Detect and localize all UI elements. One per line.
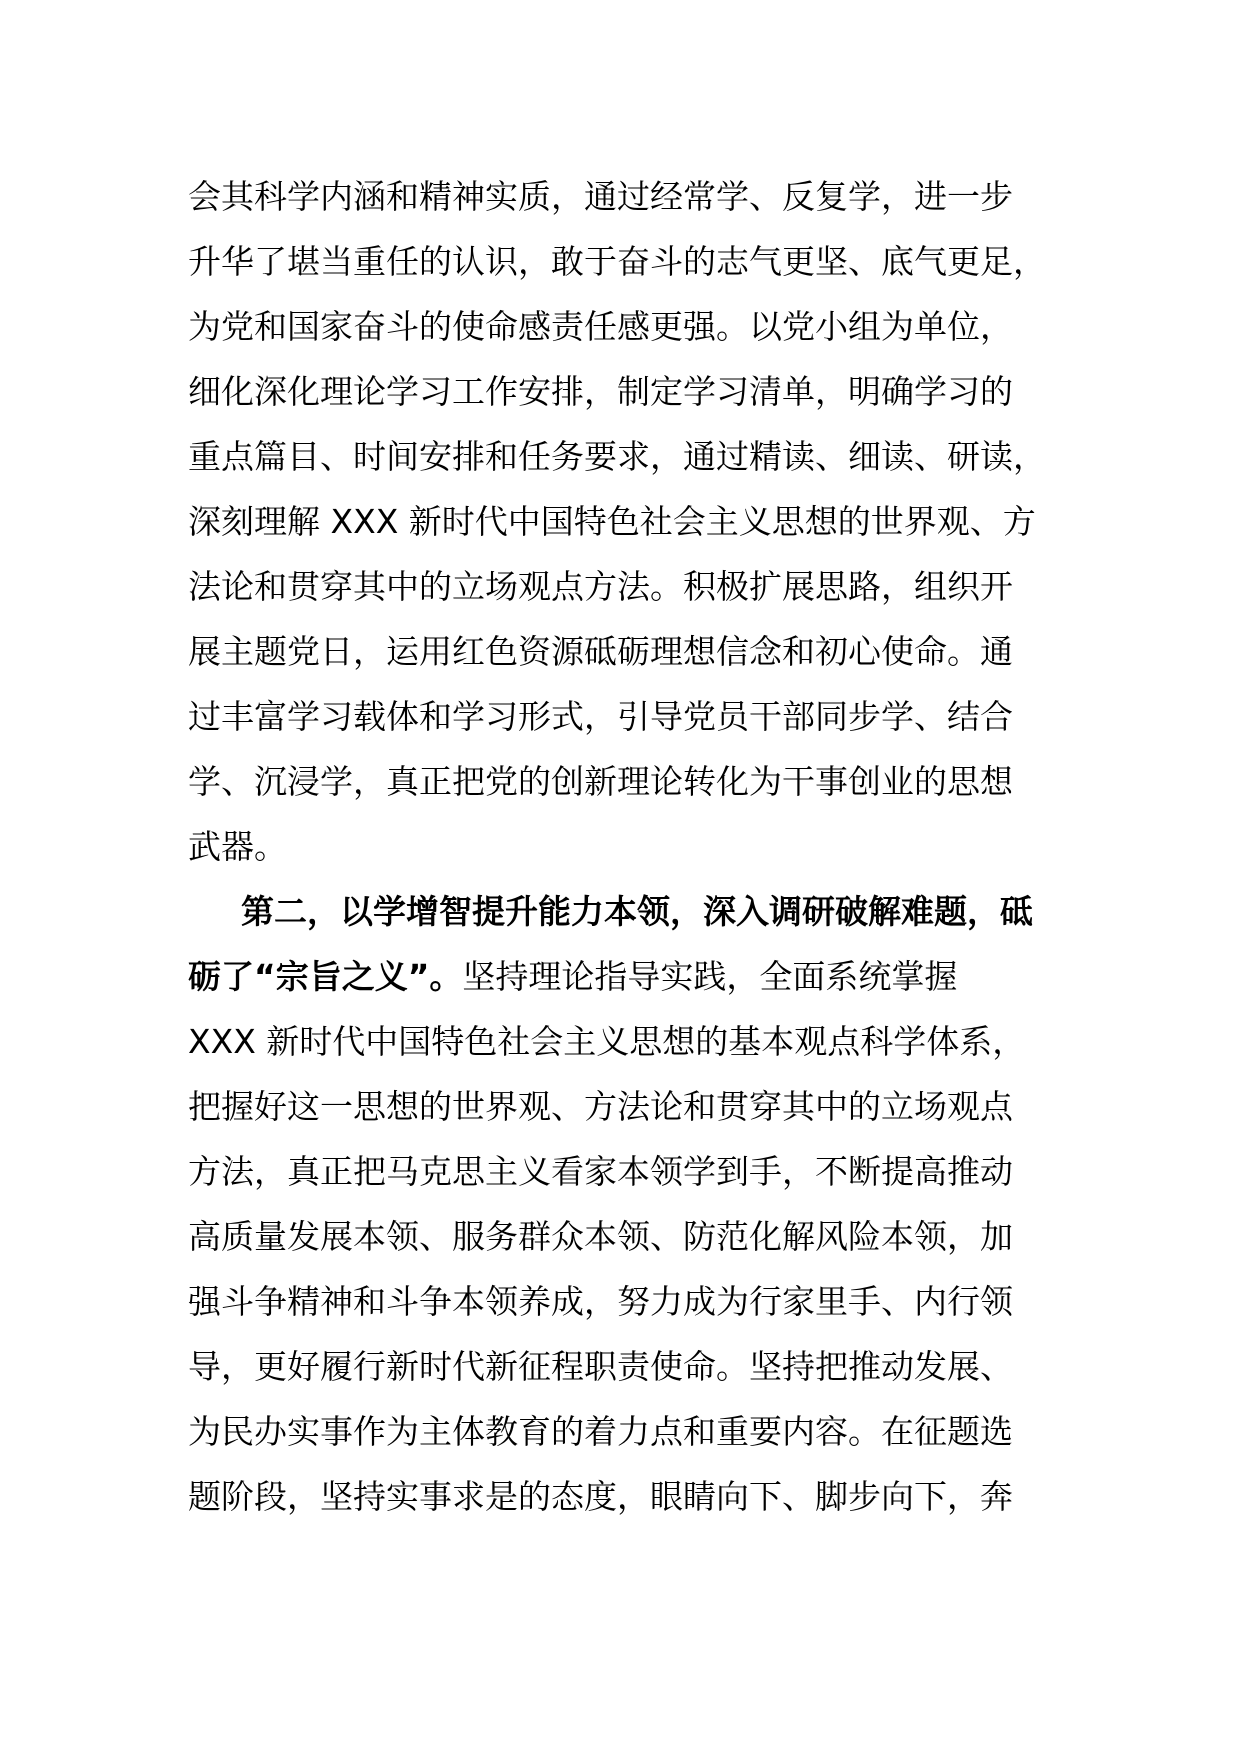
text-line: XXX 新时代中国特色社会主义思想的基本观点科学体系， bbox=[188, 1022, 1026, 1061]
text-line: 过丰富学习载体和学习形式，引导党员干部同步学、结合 bbox=[188, 697, 1013, 736]
text-line: 升华了堪当重任的认识，敢于奋斗的志气更坚、底气更足， bbox=[188, 242, 1046, 281]
section-heading-line: 第二，以学增智提升能力本领，深入调研破解难题，砥 bbox=[241, 892, 1033, 931]
text-line: 方法，真正把马克思主义看家本领学到手，不断提高推动 bbox=[188, 1152, 1013, 1191]
text-line: 题阶段，坚持实事求是的态度，眼睛向下、脚步向下，奔 bbox=[188, 1477, 1013, 1516]
paragraph-2 bbox=[188, 879, 1068, 1529]
text-line: 高质量发展本领、服务群众本领、防范化解风险本领，加 bbox=[188, 1217, 1013, 1256]
text-line: 重点篇目、时间安排和任务要求，通过精读、细读、研读， bbox=[188, 437, 1046, 476]
section-heading-end: 砺了“宗旨之义”。 bbox=[188, 957, 463, 996]
text-line: 展主题党日，运用红色资源砥砺理想信念和初心使命。通 bbox=[188, 632, 1013, 671]
text-line: 法论和贯穿其中的立场观点方法。积极扩展思路，组织开 bbox=[188, 567, 1013, 606]
text-run: 坚持理论指导实践，全面系统掌握 bbox=[462, 957, 958, 996]
document-body bbox=[188, 164, 1068, 1529]
text-line: 为民办实事作为主体教育的着力点和重要内容。在征题选 bbox=[188, 1412, 1013, 1451]
text-line: 把握好这一思想的世界观、方法论和贯穿其中的立场观点 bbox=[188, 1087, 1013, 1126]
text-line: 强斗争精神和斗争本领养成，努力成为行家里手、内行领 bbox=[188, 1282, 1013, 1321]
text-line bbox=[188, 944, 1068, 1009]
paragraph-1 bbox=[188, 164, 1068, 879]
text-line: 武器。 bbox=[188, 827, 287, 866]
text-line: 导，更好履行新时代新征程职责使命。坚持把推动发展、 bbox=[188, 1347, 1013, 1386]
text-line: 学、沉浸学，真正把党的创新理论转化为干事创业的思想 bbox=[188, 762, 1013, 801]
text-line: 深刻理解 XXX 新时代中国特色社会主义思想的世界观、方 bbox=[188, 502, 1036, 541]
text-line: 会其科学内涵和精神实质，通过经常学、反复学，进一步 bbox=[188, 177, 1013, 216]
text-line: 细化深化理论学习工作安排，制定学习清单，明确学习的 bbox=[188, 372, 1013, 411]
text-line: 为党和国家奋斗的使命感责任感更强。以党小组为单位， bbox=[188, 307, 1013, 346]
